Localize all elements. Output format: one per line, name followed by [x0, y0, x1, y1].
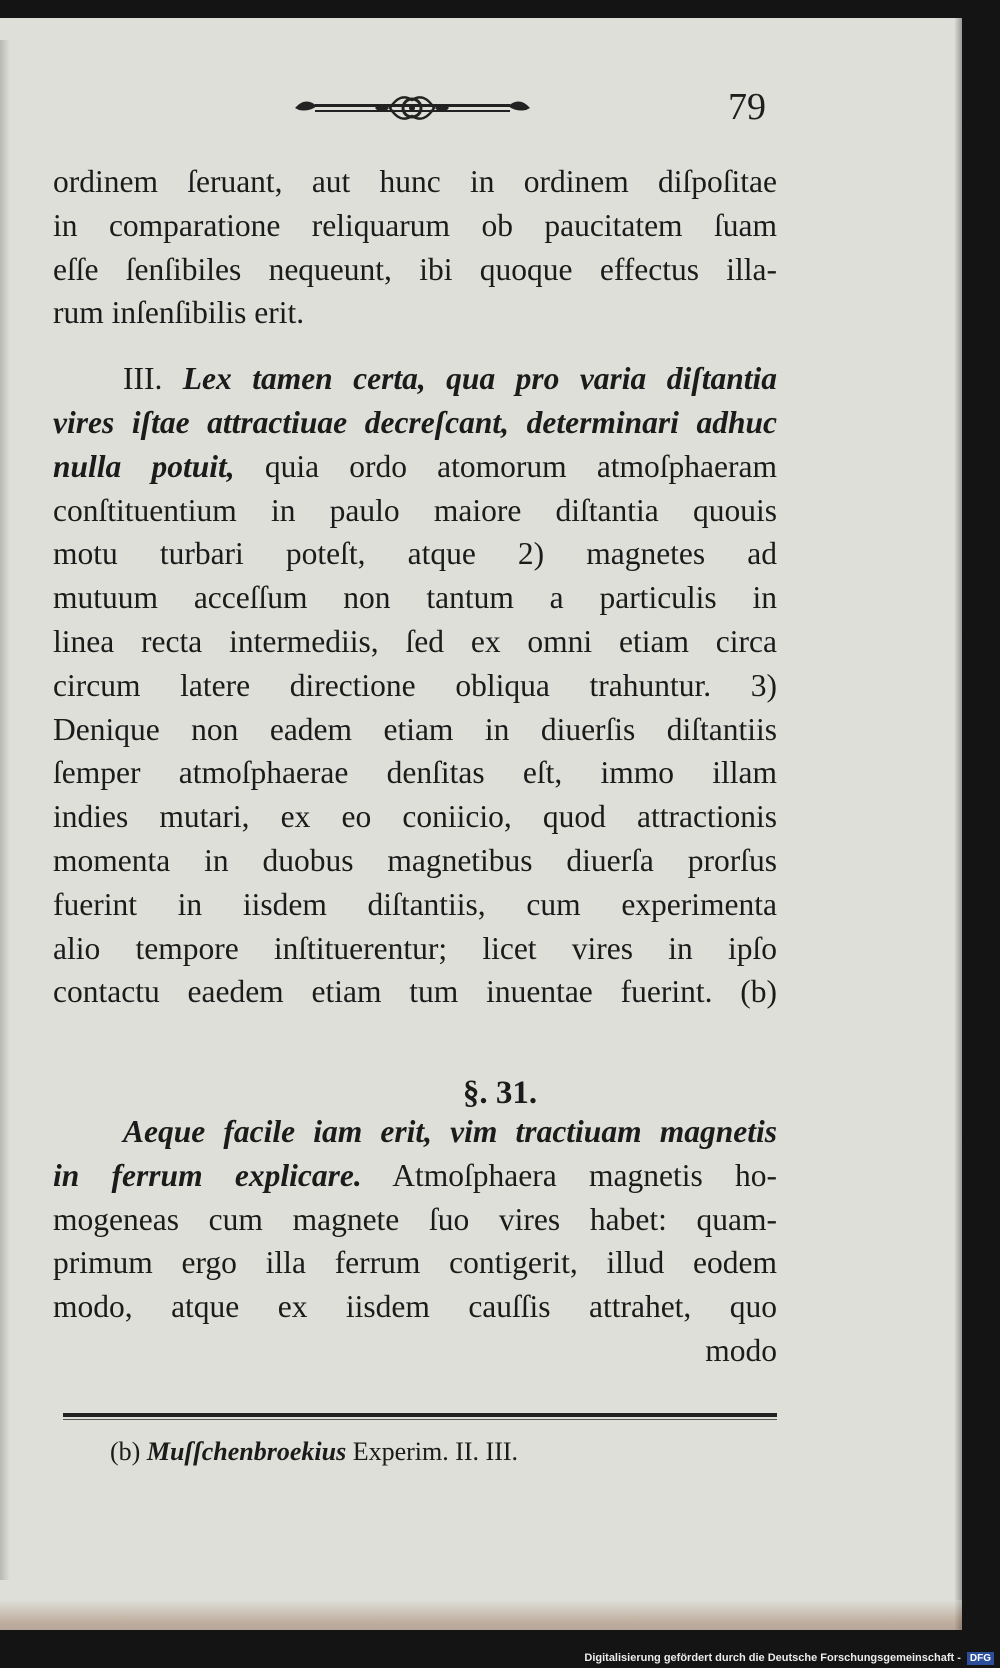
text-span: Atmoſphaera magnetis ho- [392, 1157, 777, 1193]
page-number: 79 [728, 86, 766, 128]
section-heading: §. 31. [462, 1075, 538, 1111]
text-line [53, 1154, 777, 1198]
text-line [53, 1110, 777, 1154]
digitization-credit-bar [0, 1648, 1000, 1668]
text-line: contactu eaedem etiam tum inuentae fuerint. (b) [53, 974, 777, 1010]
text-line [53, 357, 777, 401]
text-line: ſemper atmoſphaerae denſitas eſt, immo illam [53, 755, 777, 791]
text-line: alio tempore inſtituerentur; licet vires in ipſo [53, 930, 777, 966]
text-line: mogeneas cum magnete ſuo vires habet: quam- [53, 1201, 777, 1237]
paragraph-number: III. [123, 361, 163, 397]
footnote-author: Muſſchenbroekius [146, 1437, 347, 1466]
page-edge-shading [0, 40, 10, 1580]
text-line: fuerint in iisdem diſtantiis, cum experimenta [53, 886, 777, 922]
decorative-headpiece-ornament [285, 88, 540, 128]
text-line: momenta in duobus magnetibus diuerſa prorſus [53, 842, 777, 878]
text-line: mutuum acceſſum non tantum a particulis in [53, 580, 777, 616]
binding-edge [0, 1600, 962, 1630]
italic-phrase: vires iſtae attractiuae decreſcant, determinari adhuc [53, 404, 777, 440]
footnote-reference: Experim. II. III. [352, 1437, 519, 1466]
credit-text: Digitalisierung gefördert durch die Deutsche Forschungsgemeinschaft - [584, 1652, 961, 1664]
text-line: Denique non eadem etiam in diuerſis diſtantiis [53, 711, 777, 747]
footnote [110, 1437, 518, 1467]
catchword: modo [705, 1332, 777, 1368]
text-line: motu turbari poteſt, atque 2) magnetes ad [53, 536, 777, 572]
text-line [53, 445, 777, 489]
text-line: ordinem ſeruant, aut hunc in ordinem diſpoſitae [53, 164, 777, 199]
dfg-logo: DFG [967, 1652, 994, 1665]
text-line: circum latere directione obliqua trahuntur. 3) [53, 667, 777, 703]
text-line: eſſe ſenſibiles nequeunt, ibi quoque effectus illa- [53, 251, 777, 287]
footnote-rule-thin [63, 1419, 777, 1420]
footnote-rule [63, 1413, 777, 1417]
text-line: indies mutari, ex eo coniicio, quod attractionis [53, 799, 777, 835]
main-text-continued [53, 1110, 777, 1373]
text-line: rum inſenſibilis erit. [53, 295, 305, 331]
text-line: in comparatione reliquarum ob paucitatem ſuam [53, 207, 777, 243]
text-span: quia ordo atomorum atmoſphaeram [264, 448, 777, 484]
text-line: linea recta intermediis, ſed ex omni etiam circa [53, 623, 777, 659]
italic-phrase: in ferrum explicare. [53, 1157, 362, 1193]
italic-phrase: Aeque facile iam erit, vim tractiuam magnetis [123, 1114, 777, 1149]
text-line: primum ergo illa ferrum contigerit, illud eodem [53, 1245, 777, 1281]
main-text [53, 160, 777, 1014]
text-line: modo, atque ex iisdem cauſſis attrahet, quo [53, 1289, 777, 1325]
italic-phrase: Lex tamen certa, qua pro varia diſtantia [182, 361, 778, 397]
text-line: conſtituentium in paulo maiore diſtantia quouis [53, 492, 777, 528]
footnote-marker: (b) [110, 1437, 141, 1466]
page-right-shadow [955, 18, 962, 1630]
text-line [53, 401, 777, 445]
italic-phrase: nulla potuit, [53, 448, 235, 484]
